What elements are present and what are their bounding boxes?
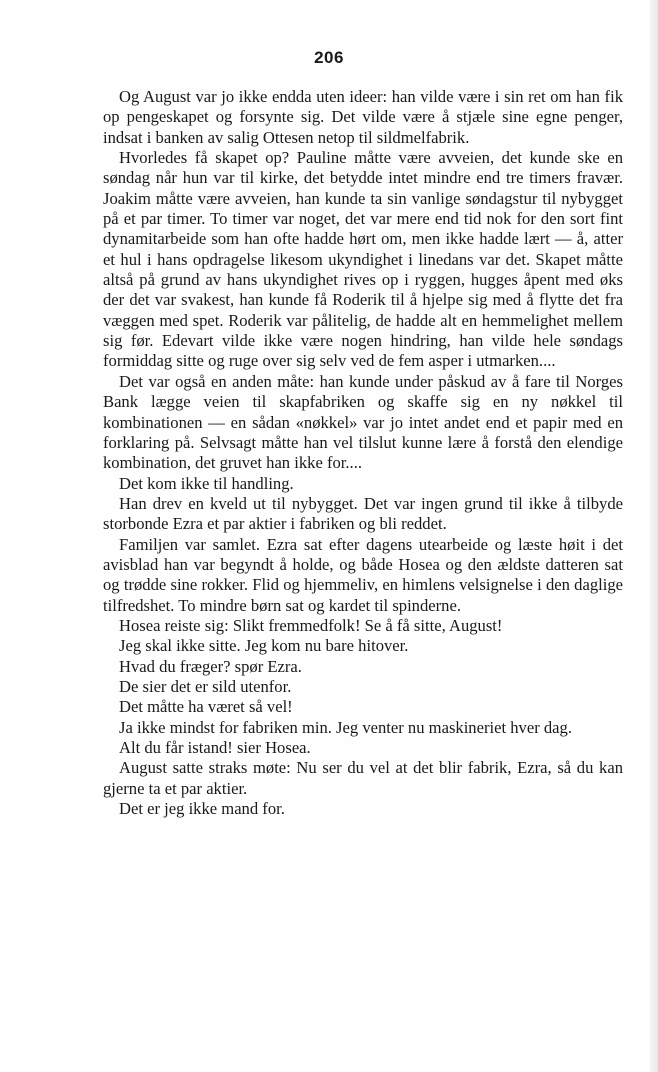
dialogue-line-7: Alt du får istand! sier Hosea. <box>119 738 311 757</box>
paragraph-2: Hvorledes få skapet op? Pauline måtte være avveien, det kunde ske en søndag når hun var til kirke, det betydde intet mindre end tre timers fravær. Joakim måtte være avveien, han kunde ta sin vanlige søndagstur til nybygget på et par timer. To timer var noget, det var mere end tid nok for den sort fint dynamitarbeide som han ofte hadde hørt om, men ikke hadde lært — å, atter et hul i hans opdragelse likesom ukyndighet i linedans var det. Skapet måtte altså på grund av hans ukyndighet rives op i ryggen, hugges åpent med øks der det var svakest, han kunde få Roderik til å hjelpe sig med å flytte det fra væggen med spet. Roderik var pålitelig, de hadde alt en hemmelighet mellem sig før. Edevart vilde ikke være nogen hindring, han vilde hele søndags formiddag sitte og ruge over sig selv ved de fem asper i utmarken.... <box>103 148 623 371</box>
dialogue-line-5: Det måtte ha været så vel! <box>119 697 293 717</box>
dialogue-line-3: Hvad du fræger? spør Ezra. <box>119 656 302 676</box>
dialogue-line-9: Det er jeg ikke mand for. <box>119 799 285 819</box>
dialogue-line-4: De sier det er sild utenfor. <box>119 676 292 696</box>
dialogue-line-8: August satte straks møte: Nu ser du vel at det blir fabrik, Ezra, så du kan gjerne ta et par aktier. <box>103 758 623 798</box>
paragraph-6: Familjen var samlet. Ezra sat efter dagens utearbeide og læste høit i det avisblad han var begyndt å holde, og både Hosea og den ældste datteren sat og trødde sine rokker. Flid og hjemmeliv, en himlens velsignelse i den daglige tilfredshet. To mindre børn sat og kardet til spinderne. <box>103 534 623 615</box>
dialogue-line-6: Ja ikke mindst for fabriken min. Jeg venter nu maskineriet hver dag. <box>119 717 572 737</box>
dialogue-line-2: Jeg skal ikke sitte. Jeg kom nu bare hitover. <box>119 636 409 656</box>
paragraph-3: Det var også en anden måte: han kunde under påskud av å fare til Norges Bank lægge veien til skapfabriken og skaffe sig en ny nøkkel til kombinationen — en sådan «nøkkel» var jo intet andet end et papir med en forklaring på. Selvsagt måtte han vel tilslut kunne lære å forstå den elendige kombination, det gruvet han ikke for.... <box>103 371 623 473</box>
body-text <box>103 87 623 819</box>
page-edge-shadow <box>650 0 658 1072</box>
paragraph-5: Han drev en kveld ut til nybygget. Det var ingen grund til ikke å tilbyde storbonde Ezra et par aktier i fabriken og bli reddet. <box>103 493 623 534</box>
dialogue-line-1: Hosea reiste sig: Slikt fremmedfolk! Se å få sitte, August! <box>119 615 503 635</box>
page-number: 206 <box>314 48 344 67</box>
paragraph-4: Det kom ikke til handling. <box>119 473 294 493</box>
paragraph-1: Og August var jo ikke endda uten ideer: han vilde være i sin ret om han fik op pengeskapet og forsynte sig. Det vilde være å stjæle sine egne penger, indsat i banken av salig Ottesen netop til sildmelfabrik. <box>103 87 623 147</box>
